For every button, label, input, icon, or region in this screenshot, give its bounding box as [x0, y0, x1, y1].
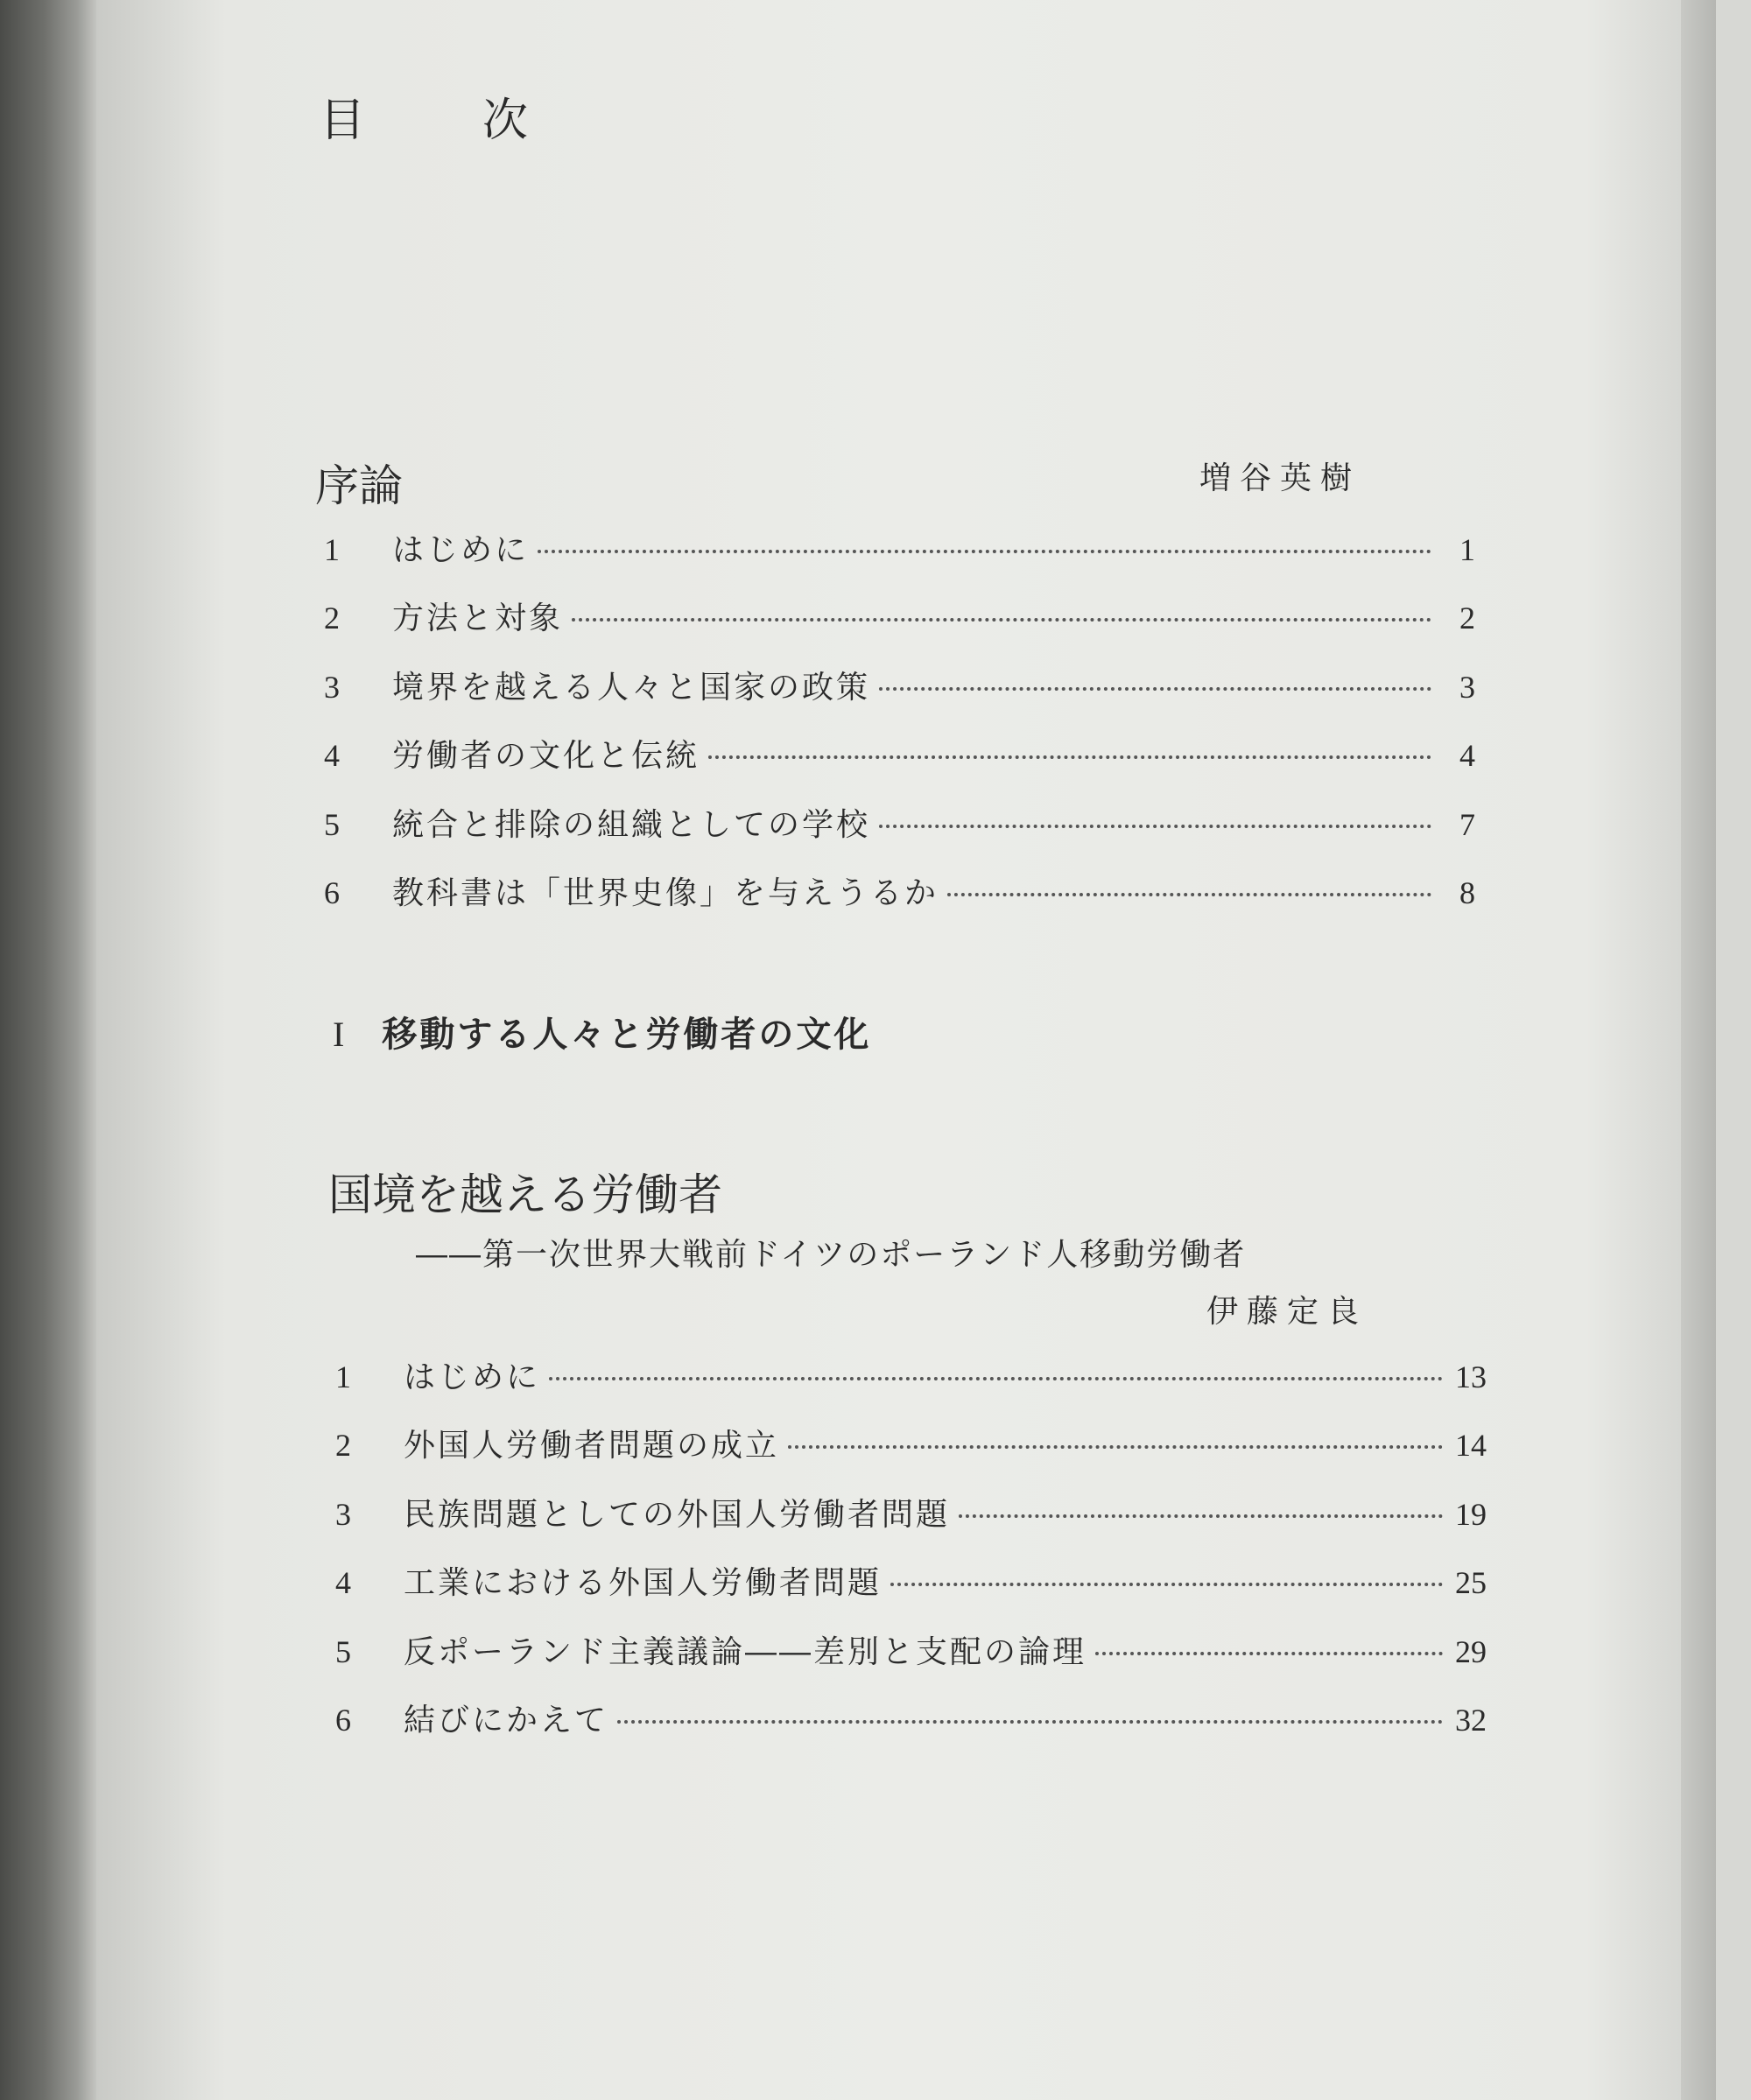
entry-number: 5 — [324, 807, 340, 842]
leader-dots — [617, 1720, 1443, 1724]
toc-entry-intro-1[interactable] — [324, 525, 1475, 569]
toc-entry-ch1-1[interactable] — [335, 1352, 1487, 1396]
entry-label: 統合と排除の組織としての学校 — [392, 807, 871, 843]
leader-dots — [947, 893, 1431, 896]
entry-page: 14 — [1455, 1428, 1487, 1463]
entry-page: 13 — [1455, 1359, 1487, 1394]
toc-entry-ch1-2[interactable] — [335, 1421, 1487, 1464]
entry-page: 4 — [1459, 738, 1475, 773]
toc-entry-intro-4[interactable] — [324, 731, 1475, 775]
entry-label: 結びにかえて — [404, 1703, 609, 1738]
intro-author: 増谷英樹 — [1199, 460, 1361, 496]
leader-dots — [879, 825, 1431, 828]
entry-label: 境界を越える人々と国家の政策 — [392, 670, 871, 706]
entry-label: 民族問題としての外国人労働者問題 — [404, 1497, 951, 1533]
entry-number: 3 — [335, 1497, 351, 1532]
entry-number: 2 — [324, 601, 340, 636]
entry-number: 4 — [335, 1565, 351, 1600]
toc-entry-ch1-5[interactable] — [335, 1627, 1487, 1671]
part-title: 移動する人々と労働者の文化 — [382, 1014, 872, 1055]
page-edge — [1681, 0, 1716, 2100]
toc-entry-ch1-6[interactable] — [335, 1696, 1487, 1739]
leader-dots — [549, 1377, 1443, 1380]
leader-dots — [1095, 1652, 1443, 1655]
entry-number: 5 — [335, 1634, 351, 1669]
intro-title: 序論 — [315, 460, 403, 511]
part-heading — [333, 1007, 871, 1057]
entry-label: 教科書は「世界史像」を与えうるか — [392, 875, 939, 911]
entry-label: 労働者の文化と伝統 — [392, 738, 700, 774]
toc-entry-intro-3[interactable] — [324, 663, 1475, 706]
leader-dots — [890, 1583, 1443, 1586]
leader-dots — [879, 687, 1431, 691]
chapter-subtitle: ――第一次世界大戦前ドイツのポーランド人移動労働者 — [416, 1237, 1247, 1273]
entry-page: 7 — [1459, 807, 1475, 842]
title-char-1: 目 — [320, 95, 369, 147]
entry-label: 外国人労働者問題の成立 — [404, 1428, 780, 1464]
entry-page: 32 — [1455, 1703, 1487, 1738]
entry-page: 25 — [1455, 1565, 1487, 1600]
entry-page: 1 — [1459, 532, 1475, 567]
entry-page: 19 — [1455, 1497, 1487, 1532]
entry-number: 6 — [335, 1703, 351, 1738]
leader-dots — [959, 1514, 1443, 1518]
leader-dots — [788, 1445, 1443, 1449]
leader-dots — [572, 618, 1431, 622]
toc-entry-intro-6[interactable] — [324, 868, 1475, 912]
entry-number: 4 — [324, 738, 340, 773]
title-char-2: 次 — [482, 95, 532, 147]
entry-label: 工業における外国人労働者問題 — [404, 1565, 883, 1601]
chapter-title: 国境を越える労働者 — [328, 1169, 722, 1220]
toc-entry-intro-5[interactable] — [324, 800, 1475, 844]
entry-label: はじめに — [392, 532, 530, 568]
entry-number: 3 — [324, 670, 340, 705]
entry-number: 1 — [335, 1359, 351, 1394]
entry-page: 2 — [1459, 601, 1475, 636]
entry-page: 8 — [1459, 875, 1475, 910]
toc-entry-intro-2[interactable] — [324, 593, 1475, 637]
page-title — [320, 83, 531, 149]
book-spine-shadow — [0, 0, 96, 2100]
entry-label: 反ポーランド主義議論――差別と支配の論理 — [404, 1634, 1087, 1670]
toc-entry-ch1-3[interactable] — [335, 1490, 1487, 1534]
part-number: I — [333, 1015, 348, 1054]
leader-dots — [538, 550, 1431, 553]
entry-number: 6 — [324, 875, 340, 910]
leader-dots — [708, 755, 1431, 759]
toc-entry-ch1-4[interactable] — [335, 1558, 1487, 1602]
entry-label: はじめに — [404, 1359, 541, 1395]
entry-label: 方法と対象 — [392, 601, 564, 636]
chapter-author: 伊藤定良 — [1206, 1294, 1368, 1330]
entry-number: 1 — [324, 532, 340, 567]
entry-number: 2 — [335, 1428, 351, 1463]
entry-page: 29 — [1455, 1634, 1487, 1669]
entry-page: 3 — [1459, 670, 1475, 705]
